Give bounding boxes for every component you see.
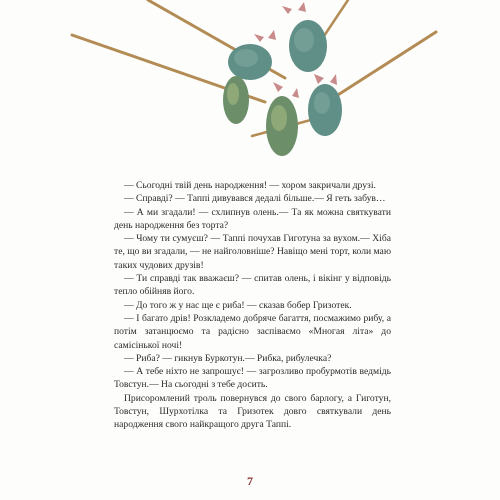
paragraph: — Риба? — гикнув Буркотун.— Рибка, рибулечка? bbox=[124, 352, 332, 364]
paragraph: — До того ж у нас ще є риба! — сказав бобер Гризотек. bbox=[124, 299, 352, 311]
paragraph: — І багато дрів! Розкладемо добряче багаття, посмажимо рибу, а потім затанцюємо та радісно заспіваємо «Многая літа» до самісінької ночі! bbox=[114, 312, 391, 351]
paragraph: — Ти справді так вважаєш? — спитав олень, і вікінг у відповідь тепло обійняв його. bbox=[114, 273, 391, 298]
paragraph: — Чому ти сумуєш? — Таппі почухав Гиготуна за вухом.— Хіба те, що ви згадали, — не найголовніше? Навіщо мені торт, коли маю таких чудових друзів! bbox=[114, 233, 391, 271]
page-number: 7 bbox=[247, 474, 253, 488]
fish-on-sticks-illustration bbox=[60, 0, 460, 170]
paragraph: — А ми згадали! — схлипнув олень.— Та як можна святкувати день народження без торта? bbox=[114, 206, 391, 231]
story-text bbox=[114, 179, 391, 432]
fish-3 bbox=[223, 76, 249, 124]
fish-1 bbox=[228, 30, 276, 80]
paragraph: — Справді? — Таппі дивувався дедалі більше.— Я геть забув… bbox=[124, 193, 386, 205]
fish-5 bbox=[308, 74, 342, 136]
paragraph: — Сьогодні твій день народження! — хором закричали друзі. bbox=[124, 180, 376, 191]
paragraph: Присоромлений троль повернувся до свого барлогу, а Гиготун, Товстун, Шурхотілка та Гризотек довго святкували день народження свого найкращого друга Таппі. bbox=[114, 392, 391, 431]
fish-2 bbox=[282, 2, 327, 72]
fish-4 bbox=[266, 82, 299, 156]
paragraph: — А тебе ніхто не запрошує! — загрозливо пробурмотів ведмідь Товстун.— На сьогодні з тебе досить. bbox=[114, 366, 391, 391]
